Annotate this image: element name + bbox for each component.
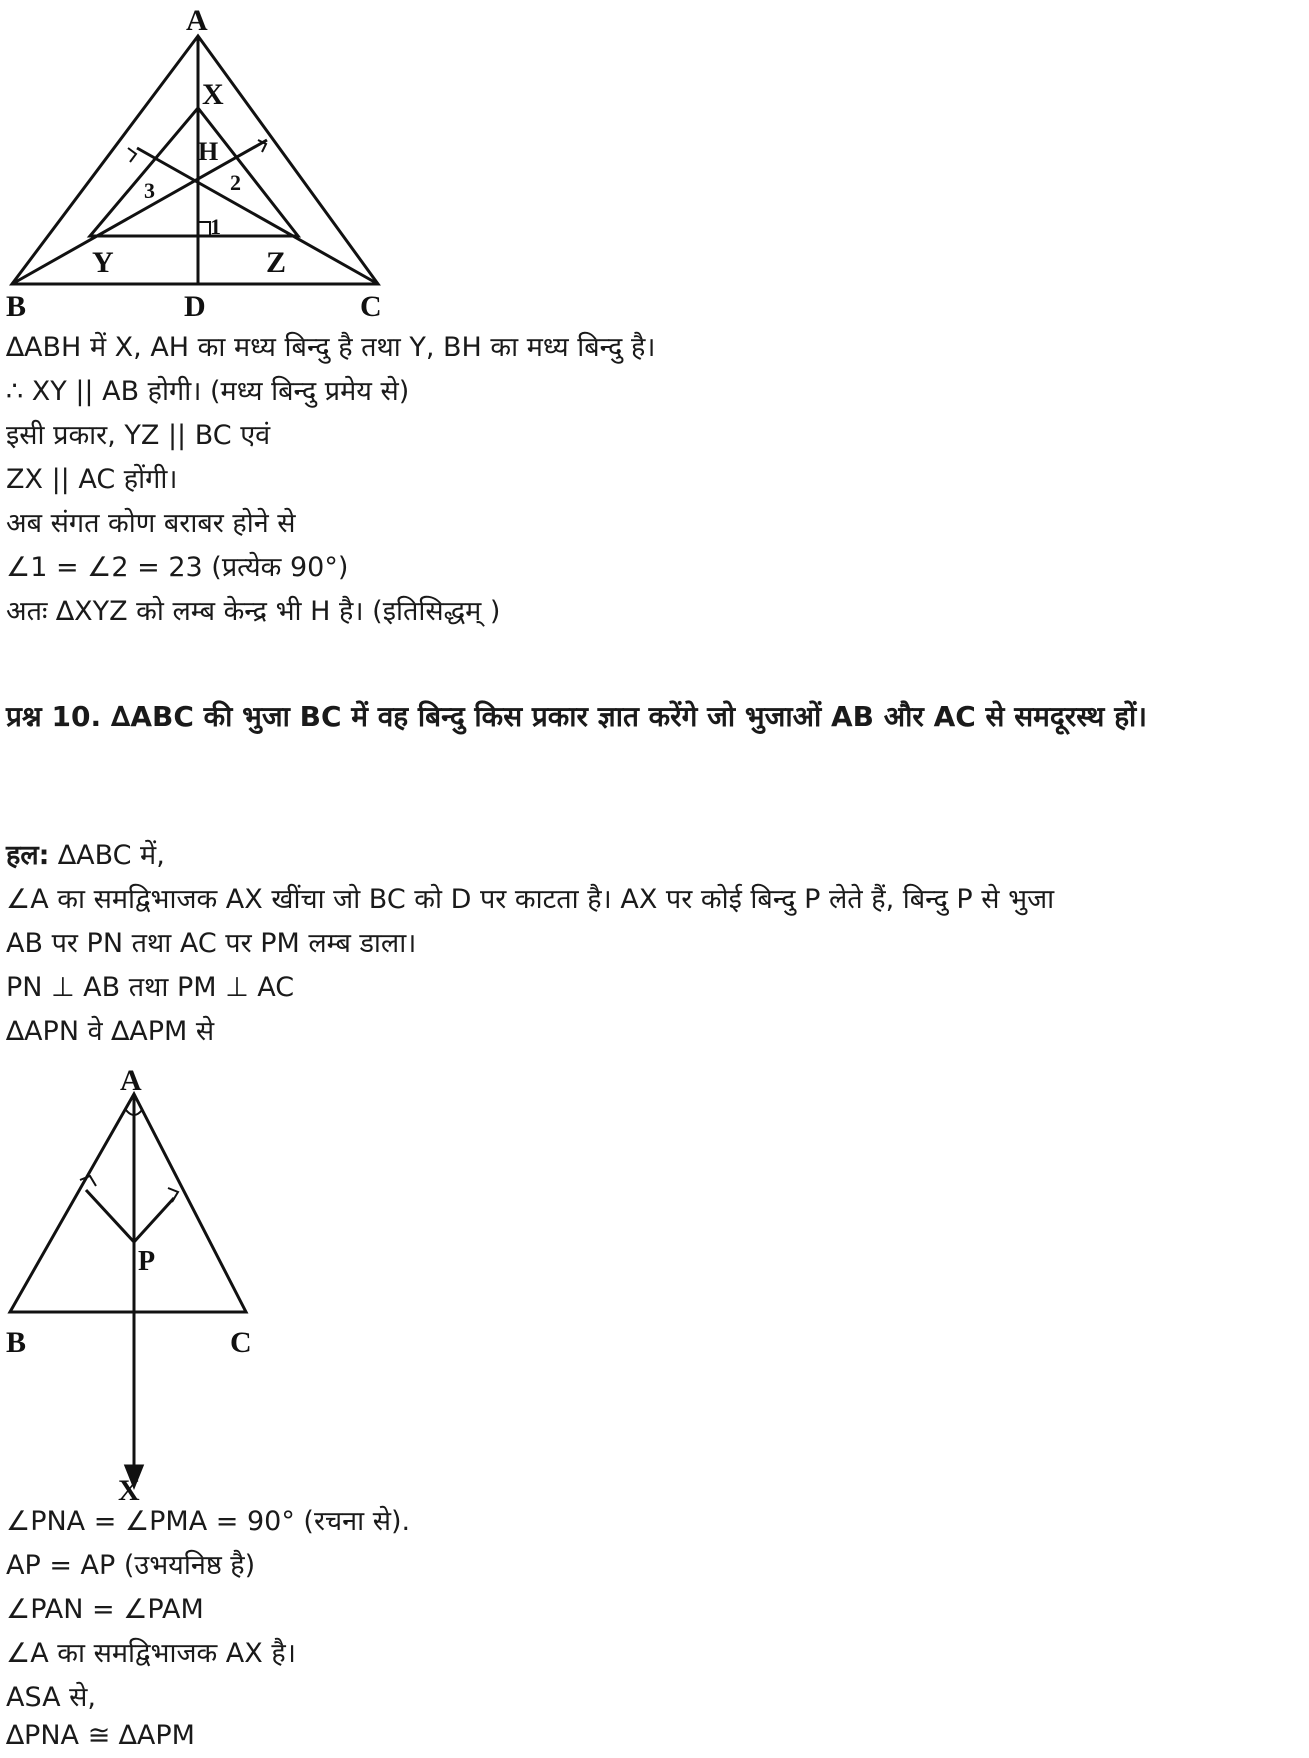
triangle-orthocenter-figure — [0, 0, 400, 320]
solution-first-line — [6, 834, 165, 878]
sol-line-3: PN ⊥ AB तथा PM ⊥ AC — [6, 972, 295, 1003]
fig2-label-c: C — [230, 1326, 252, 1359]
fig1-label-x: X — [202, 78, 224, 111]
angle-bisector-figure — [0, 1062, 280, 1502]
sol-line-4: ∆APN वे ∆APM से — [6, 1016, 215, 1047]
fig1-label-b: B — [6, 290, 27, 320]
fig2-label-b: B — [6, 1326, 27, 1359]
s1-line-4: ZX || AC होंगी। — [6, 464, 178, 495]
fig1-label-1: 1 — [210, 214, 221, 239]
s1-line-6: ∠1 = ∠2 = 23 (प्रत्येक 90°) — [6, 552, 349, 583]
fig1-label-y: Y — [92, 246, 114, 279]
s1-line-3: इसी प्रकार, YZ || BC एवं — [6, 420, 271, 451]
s1-line-2: ∴ XY || AB होगी। (मध्य बिन्दु प्रमेय से) — [6, 376, 410, 407]
fig1-label-z: Z — [266, 246, 287, 279]
s1-line-5: अब संगत कोण बराबर होने से — [6, 508, 296, 539]
fig1-label-a: A — [186, 4, 208, 37]
s1-line-7: अतः ∆XYZ को लम्ब केन्द्र भी H है। (इतिसिद्धम् ) — [6, 596, 501, 627]
fig1-label-h: H — [198, 137, 219, 166]
fig2-label-a: A — [120, 1064, 142, 1097]
sol-line-2: AB पर PN तथा AC पर PM लम्ब डाला। — [6, 928, 417, 959]
s2-line-2: AP = AP (उभयनिष्ठ है) — [6, 1550, 256, 1581]
s2-line-1: ∠PNA = ∠PMA = 90° (रचना से). — [6, 1506, 411, 1537]
triangle-abc-2 — [10, 1094, 246, 1312]
solution-first-text: ∆ABC में, — [58, 840, 165, 871]
fig1-label-c: C — [360, 290, 382, 320]
fig1-label-2: 2 — [230, 170, 241, 195]
s1-line-1: ∆ABH में X, AH का मध्य बिन्दु है तथा Y, BH का मध्य बिन्दु है। — [6, 332, 656, 363]
solution-label: हल: — [6, 840, 50, 871]
fig1-label-3: 3 — [144, 178, 155, 203]
question-10: प्रश्न 10. ∆ABC की भुजा BC में वह बिन्दु किस प्रकार ज्ञात करेंगे जो भुजाओं AB और AC से समदूरस्थ हों। — [6, 700, 1147, 733]
s2-line-3: ∠PAN = ∠PAM — [6, 1594, 204, 1625]
s2-line-4: ∠A का समद्विभाजक AX है। — [6, 1638, 296, 1669]
fig2-label-p: P — [138, 1246, 156, 1277]
s2-line-5: ASA से, — [6, 1682, 96, 1713]
triangle-abc — [12, 36, 378, 284]
triangle-xyz — [90, 108, 298, 236]
fig2-label-x: X — [118, 1474, 140, 1502]
sol-line-1: ∠A का समद्विभाजक AX खींचा जो BC को D पर काटता है। AX पर कोई बिन्दु P लेते हैं, बिन्दु P से भुजा — [6, 884, 1055, 915]
fig1-label-d: D — [184, 290, 206, 320]
s2-line-6: ∆PNA ≅ ∆APM — [6, 1720, 195, 1751]
